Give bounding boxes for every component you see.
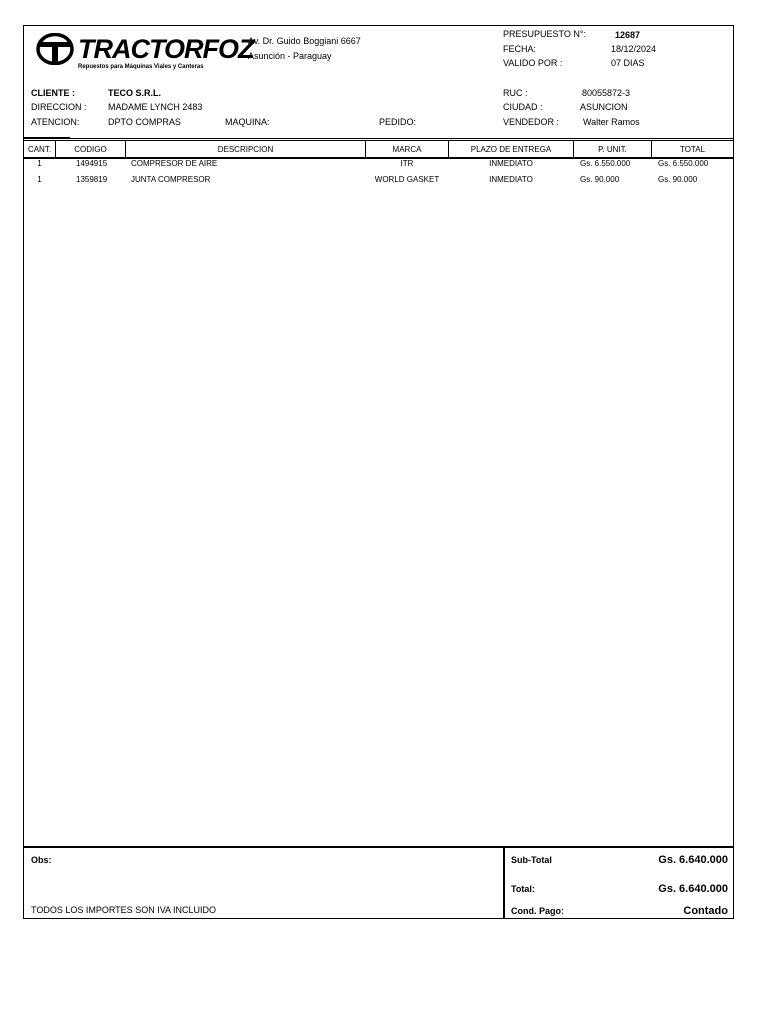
cell-plazo: INMEDIATO	[489, 159, 533, 168]
company-address-line1: Av. Dr. Guido Boggiani 6667	[248, 36, 361, 46]
city-value: ASUNCION	[580, 102, 628, 112]
cant-marker	[23, 137, 70, 139]
total-value: Gs. 6.640.000	[658, 883, 728, 895]
col-header-punit: P. UNIT.	[573, 140, 652, 158]
company-address-line2: Asunción - Paraguay	[248, 51, 332, 61]
client-address: MADAME LYNCH 2483	[108, 102, 203, 112]
city-label: CIUDAD :	[503, 102, 543, 112]
client-label: CLIENTE :	[31, 88, 75, 98]
cell-codigo: 1494915	[76, 159, 108, 168]
cell-marca: ITR	[400, 159, 414, 168]
payment-label: Cond. Pago:	[511, 906, 564, 916]
seller-value: Walter Ramos	[583, 117, 640, 127]
cell-descripcion: JUNTA COMPRESOR	[131, 175, 211, 184]
col-header-total: TOTAL	[651, 140, 734, 158]
col-header-codigo: CODIGO	[55, 140, 126, 158]
client-name: TECO S.R.L.	[108, 88, 162, 98]
quote-valid-label: VALIDO POR :	[503, 58, 563, 68]
cell-total: Gs. 90.000	[658, 175, 698, 184]
cell-total: Gs. 6.550.000	[658, 159, 709, 168]
machine-label: MAQUINA:	[225, 117, 270, 127]
cell-cant: 1	[37, 159, 42, 168]
ruc-label: RUC :	[503, 88, 528, 98]
attention-value: DPTO COMPRAS	[108, 117, 181, 127]
tractor-wheel-icon	[36, 33, 74, 65]
payment-value: Contado	[683, 905, 728, 917]
company-name: TRACTORFOZ	[78, 34, 254, 64]
col-header-descripcion: DESCRIPCION	[125, 140, 366, 158]
cell-plazo: INMEDIATO	[489, 175, 533, 184]
quote-date-label: FECHA:	[503, 44, 537, 54]
obs-label: Obs:	[31, 855, 52, 865]
col-header-plazo: PLAZO DE ENTREGA	[448, 140, 574, 158]
iva-note: TODOS LOS IMPORTES SON IVA INCLUIDO	[31, 905, 217, 915]
quote-valid: 07 DIAS	[611, 58, 645, 68]
cell-punit: Gs. 6.550.000	[580, 159, 631, 168]
cell-punit: Gs. 90.000	[580, 175, 620, 184]
footer-divider	[23, 846, 734, 848]
attention-label: ATENCION:	[31, 117, 80, 127]
quote-number-label: PRESUPUESTO N°:	[503, 29, 586, 39]
footer-vertical-divider	[503, 847, 505, 919]
header-divider	[23, 138, 734, 139]
cell-marca: WORLD GASKET	[374, 175, 440, 184]
col-header-marca: MARCA	[365, 140, 449, 158]
cell-descripcion: COMPRESOR DE AIRE	[131, 159, 218, 168]
col-header-cant: CANT.	[23, 140, 56, 158]
ruc-value: 80055872-3	[582, 88, 631, 98]
subtotal-value: Gs. 6.640.000	[658, 854, 728, 866]
order-label: PEDIDO:	[379, 117, 417, 127]
seller-label: VENDEDOR :	[503, 117, 560, 127]
cell-cant: 1	[37, 175, 42, 184]
client-address-label: DIRECCION :	[31, 102, 87, 112]
subtotal-label: Sub-Total	[511, 855, 552, 865]
company-logo	[36, 33, 254, 73]
quote-date: 18/12/2024	[611, 44, 657, 54]
total-label: Total:	[511, 884, 535, 894]
cell-codigo: 1359819	[76, 175, 108, 184]
quote-number: 12687	[615, 30, 641, 40]
company-tagline: Repuestos para Máquinas Viales y Canteras	[78, 64, 204, 70]
